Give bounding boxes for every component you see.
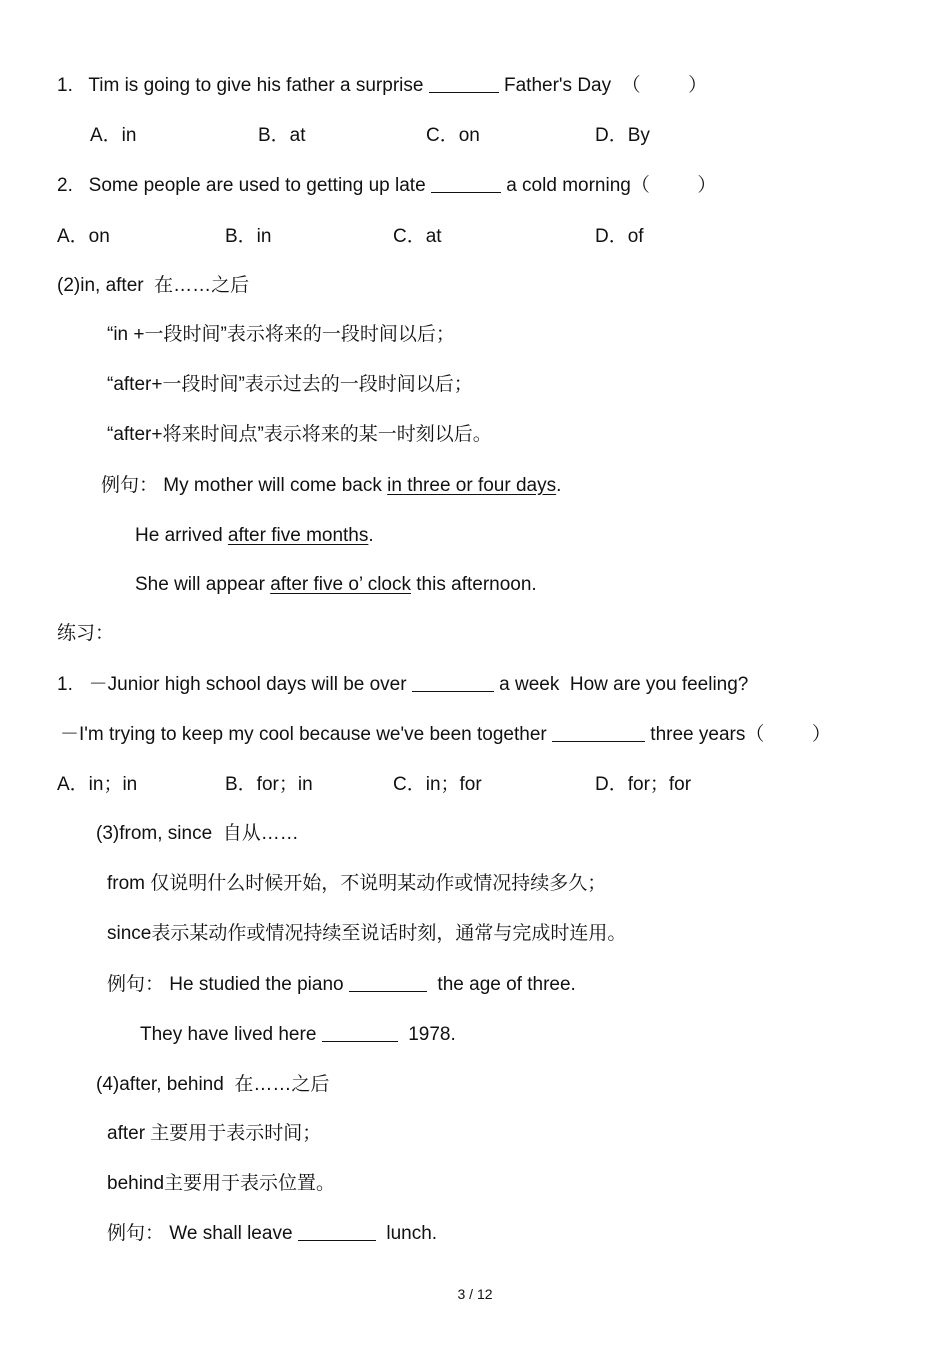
- rule-text: “after+一段时间”表示过去的一段时间以后；: [107, 374, 473, 395]
- option-b[interactable]: B．for；in: [225, 774, 313, 795]
- answer-blank[interactable]: [298, 1222, 376, 1241]
- example-text: 1978.: [397, 1024, 456, 1045]
- example-1: [107, 973, 576, 997]
- example-2: [135, 524, 374, 548]
- option-d[interactable]: D．for；for: [595, 774, 692, 795]
- example-text: .: [368, 525, 374, 546]
- option-b[interactable]: B．at: [258, 125, 306, 146]
- example-text: She will appear: [135, 574, 271, 595]
- answer-blank[interactable]: [349, 973, 427, 992]
- underlined-phrase: after five o’ clock: [270, 574, 411, 595]
- option-c[interactable]: C．at: [393, 226, 442, 247]
- option-b[interactable]: B．in: [225, 226, 272, 247]
- practice-line-1: [57, 673, 748, 697]
- rule-text: since表示某动作或情况持续至说话时刻，通常与完成时连用。: [107, 923, 627, 944]
- example-3: [135, 573, 537, 597]
- answer-blank[interactable]: [431, 174, 501, 193]
- practice-heading: 练习：: [57, 623, 115, 644]
- example-label: 例句：: [107, 974, 165, 995]
- example-text: .: [556, 475, 562, 496]
- example-text: the age of three.: [426, 974, 576, 995]
- rule-text: from 仅说明什么时候开始，不说明某动作或情况持续多久；: [107, 873, 607, 894]
- question-text: a week How are you feeling?: [493, 674, 749, 695]
- example-label: 例句：: [101, 475, 159, 496]
- question-2: [57, 174, 716, 198]
- example-1: [101, 474, 561, 498]
- practice-line-2: [60, 723, 831, 747]
- answer-blank[interactable]: [429, 74, 499, 93]
- rule-text: “after+将来时间点”表示将来的某一时刻以后。: [107, 424, 492, 445]
- question-text: －I'm trying to keep my cool because we've been together: [60, 724, 553, 745]
- example-text: He studied the piano: [169, 974, 349, 995]
- example-text: My mother will come back: [163, 475, 388, 496]
- option-a[interactable]: A．on: [57, 226, 110, 247]
- example-label: 例句：: [107, 1223, 165, 1244]
- answer-blank[interactable]: [412, 673, 494, 692]
- example-text: He arrived: [135, 525, 228, 546]
- question-text: three years（ ）: [645, 724, 831, 745]
- section-heading: (2)in, after 在……之后: [57, 275, 250, 296]
- rule-text: after 主要用于表示时间；: [107, 1123, 322, 1144]
- option-d[interactable]: D．By: [595, 125, 650, 146]
- option-d[interactable]: D．of: [595, 226, 644, 247]
- underlined-phrase: in three or four days: [387, 475, 557, 496]
- question-text: 1. Tim is going to give his father a surprise: [57, 75, 429, 96]
- answer-blank[interactable]: [552, 723, 645, 742]
- example-text: lunch.: [375, 1223, 438, 1244]
- section-heading: (3)from, since 自从……: [96, 823, 299, 844]
- example-1: [107, 1222, 437, 1246]
- rule-text: behind主要用于表示位置。: [107, 1173, 336, 1194]
- example-text: this afternoon.: [411, 574, 537, 595]
- example-text: We shall leave: [169, 1223, 298, 1244]
- question-1: [57, 74, 707, 98]
- question-text: 2. Some people are used to getting up late: [57, 175, 431, 196]
- option-c[interactable]: C．in；for: [393, 774, 482, 795]
- question-text: Father's Day （ ）: [498, 75, 708, 96]
- section-heading: (4)after, behind 在……之后: [96, 1074, 330, 1095]
- answer-blank[interactable]: [322, 1023, 398, 1042]
- option-a[interactable]: A．in: [90, 125, 137, 146]
- question-text: a cold morning（ ）: [500, 175, 717, 196]
- option-a[interactable]: A．in；in: [57, 774, 138, 795]
- example-text: They have lived here: [140, 1024, 322, 1045]
- option-c[interactable]: C．on: [426, 125, 480, 146]
- page-number: 3 / 12: [457, 1286, 493, 1302]
- example-2: [140, 1023, 456, 1047]
- rule-text: “in +一段时间”表示将来的一段时间以后；: [107, 324, 455, 345]
- question-text: 1. －Junior high school days will be over: [57, 674, 412, 695]
- underlined-phrase: after five months: [227, 525, 369, 546]
